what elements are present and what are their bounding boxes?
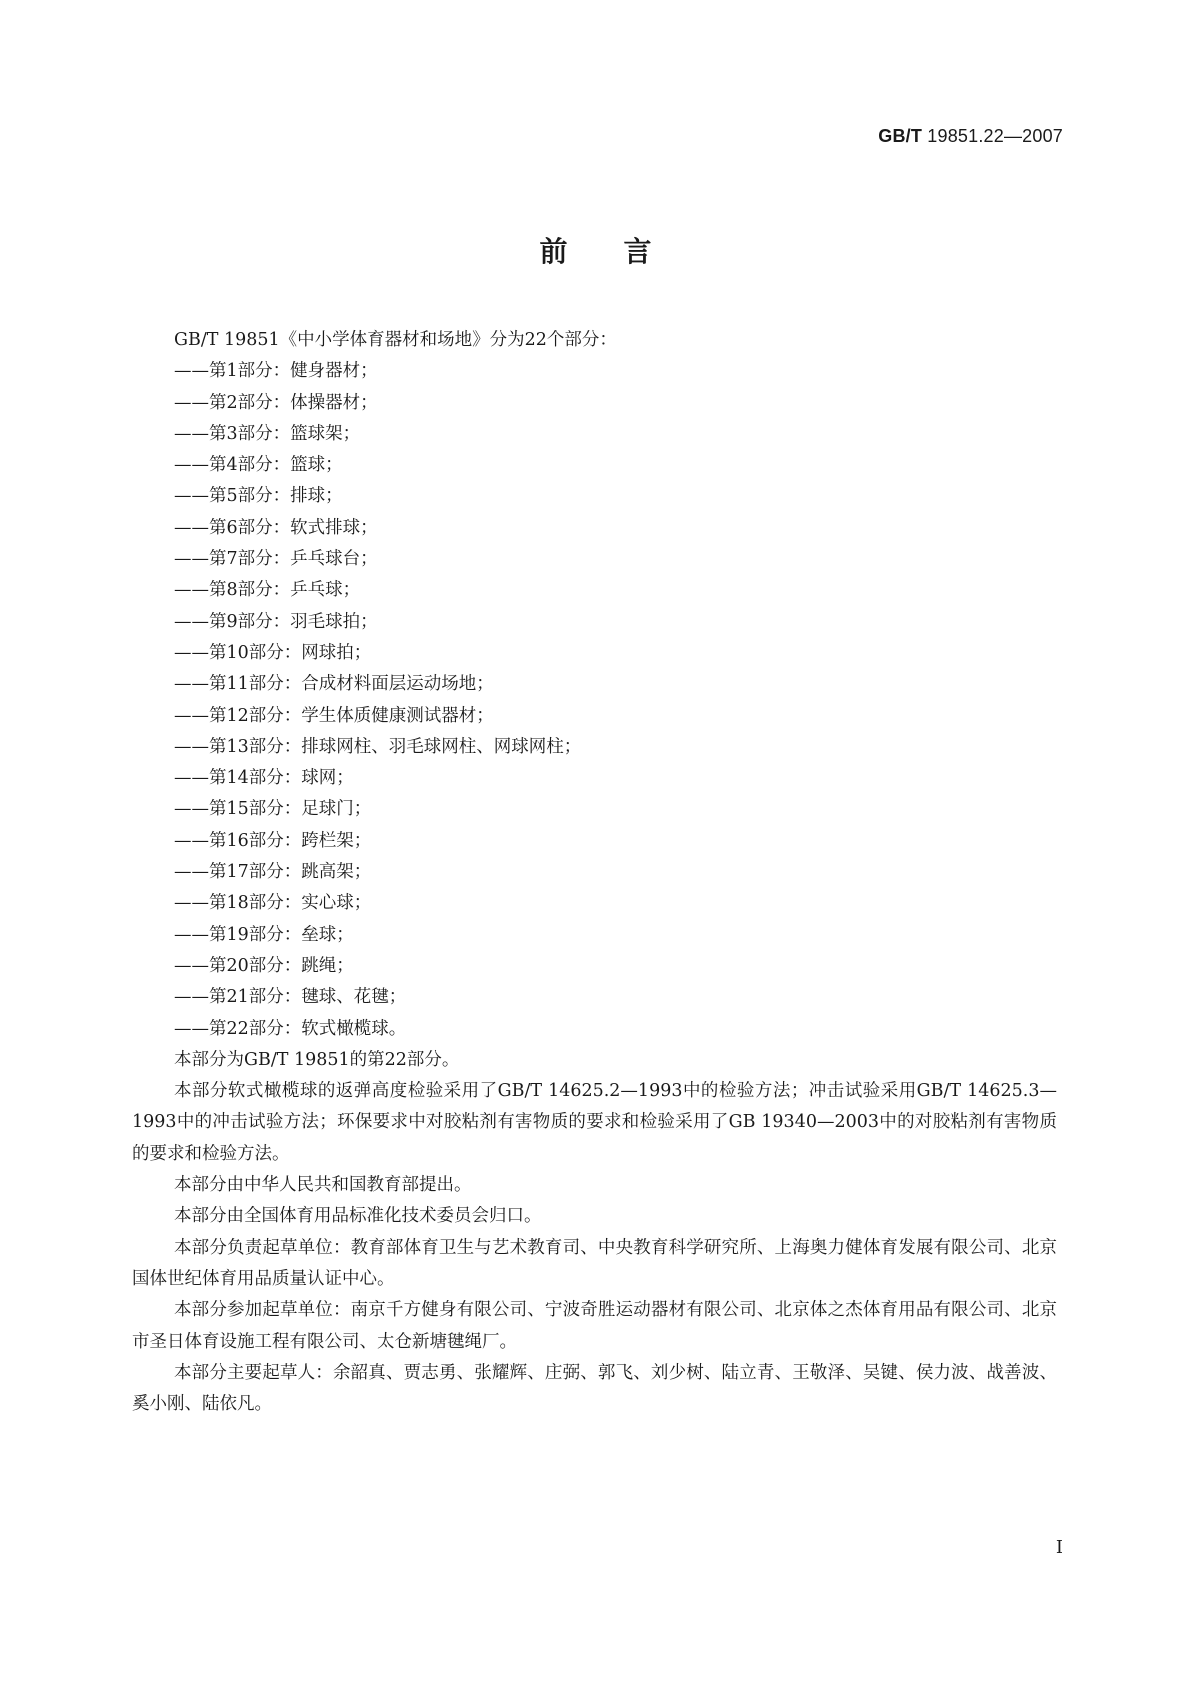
part-item: ——第4部分：篮球； xyxy=(174,455,343,476)
paragraph-committee: 本部分由全国体育用品标准化技术委员会归口。 xyxy=(174,1206,542,1227)
page-title: 前言 xyxy=(539,235,708,268)
part-item: ——第22部分：软式橄榄球。 xyxy=(174,1018,407,1039)
part-item: ——第19部分：垒球； xyxy=(174,924,354,945)
part-item: ——第15部分：足球门； xyxy=(174,799,372,820)
part-item: ——第14部分：球网； xyxy=(174,768,354,789)
parts-list xyxy=(132,356,1057,1045)
standard-code-prefix: GB/T xyxy=(878,126,923,146)
part-item: ——第10部分：网球拍； xyxy=(174,642,372,663)
part-item: ——第1部分：健身器材； xyxy=(174,361,378,382)
part-item: ——第17部分：跳高架； xyxy=(174,862,372,883)
part-item: ——第16部分：跨栏架； xyxy=(174,830,372,851)
standard-code xyxy=(878,126,1063,147)
part-item: ——第11部分：合成材料面层运动场地； xyxy=(174,674,494,695)
part-item: ——第21部分：毽球、花毽； xyxy=(174,987,407,1008)
part-item: ——第18部分：实心球； xyxy=(174,893,372,914)
part-item: ——第2部分：体操器材； xyxy=(174,392,378,413)
part-item: ——第5部分：排球； xyxy=(174,486,343,507)
foreword-body xyxy=(132,325,1057,1420)
paragraph-lead-drafters: 本部分负责起草单位：教育部体育卫生与艺术教育司、中央教育科学研究所、上海奥力健体育发展有限公司、北京国体世纪体育用品质量认证中心。 xyxy=(132,1237,1057,1289)
paragraph-test-methods: 本部分软式橄榄球的返弹高度检验采用了GB/T 14625.2—1993中的检验方法；冲击试验采用GB/T 14625.3—1993中的冲击试验方法；环保要求中对胶粘剂有害物质的要求和检验采用了GB 19340—2003中的对胶粘剂有害物质的要求和检验方法。 xyxy=(132,1081,1057,1164)
part-item: ——第9部分：羽毛球拍； xyxy=(174,611,378,632)
part-item: ——第3部分：篮球架； xyxy=(174,423,361,444)
standard-code-number: 19851.22—2007 xyxy=(922,126,1063,146)
paragraph-proposer: 本部分由中华人民共和国教育部提出。 xyxy=(174,1175,472,1196)
intro-paragraph: GB/T 19851《中小学体育器材和场地》分为22个部分： xyxy=(174,330,617,350)
part-item: ——第13部分：排球网柱、羽毛球网柱、网球网柱； xyxy=(174,736,582,757)
part-item: ——第12部分：学生体质健康测试器材； xyxy=(174,705,494,726)
part-item: ——第20部分：跳绳； xyxy=(174,955,354,976)
paragraph-main-drafters: 本部分主要起草人：余韶真、贾志勇、张耀辉、庄弼、郭飞、刘少树、陆立青、王敬泽、吴键、侯力波、战善波、奚小刚、陆依凡。 xyxy=(132,1362,1057,1415)
part-item: ——第8部分：乒乓球； xyxy=(174,580,361,601)
paragraph-scope: 本部分为GB/T 19851的第22部分。 xyxy=(174,1049,460,1070)
part-item: ——第7部分：乒乓球台； xyxy=(174,549,378,570)
paragraph-participating-drafters: 本部分参加起草单位：南京千方健身有限公司、宁波奇胜运动器材有限公司、北京体之杰体育用品有限公司、北京市圣日体育设施工程有限公司、太仓新塘毽绳厂。 xyxy=(132,1300,1057,1352)
part-item: ——第6部分：软式排球； xyxy=(174,517,378,538)
page-number: I xyxy=(1055,1537,1063,1558)
